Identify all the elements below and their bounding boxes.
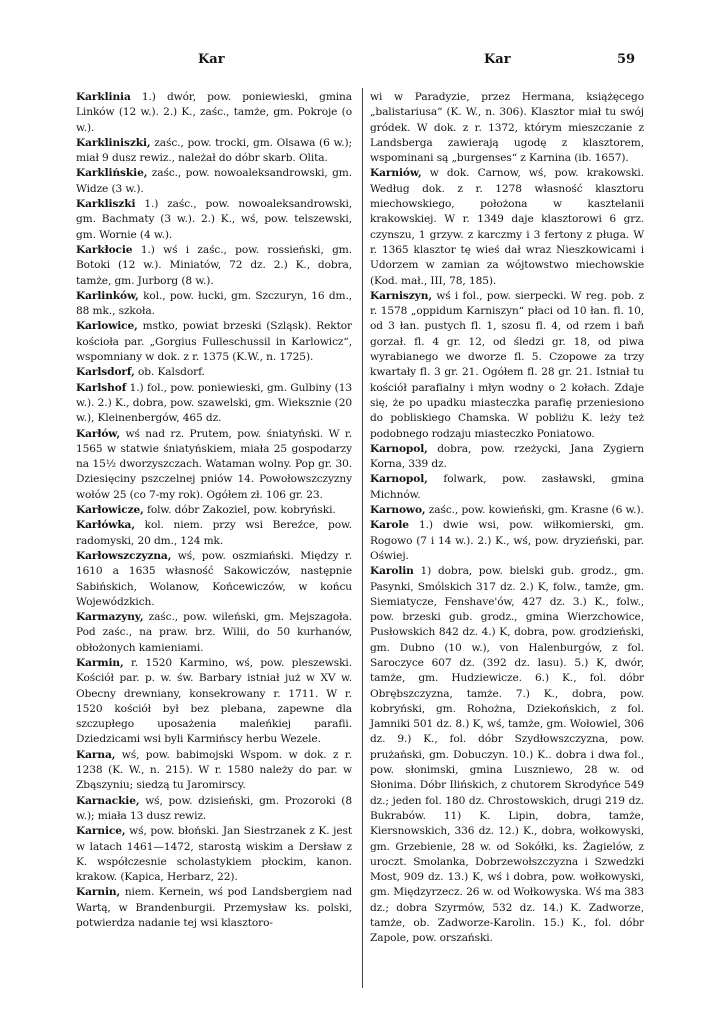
entry-headword: Karmin, [76, 656, 124, 669]
entry-headword: Karnin, [76, 886, 121, 899]
entry-text: kol. niem. przy wsi Bereźce, pow. radomyski, 20 dm., 124 mk. [76, 519, 352, 547]
entry-text: wś i fol., pow. sierpecki. W reg. pob. z r. 1578 „oppidum Karniszyn“ płaci od 10 łan. fl. 10, od 3 łan. pustych fl. 1, szosu fl. 4, od rzem i baň gorzał. fl. 4 gr. 12, od śledzi gr. 18, od piwa wyrabianego we dworze fl. 5. Czopowe za trzy kwartały fl. 3 gr. 21. Ogółem fl. 28 gr. 21. Istniał tu kościół parafialny i młyn wodny o 2 kołach. Zdaje się, że po upadku miasteczka parafię przeniesiono do pobliskiego Chamska. W pobliżu K. leży też podobnego rodzaju miasteczko Poniatowo. [370, 289, 644, 440]
dictionary-entry [76, 197, 352, 243]
entry-text: 1.) wś i zaśc., pow. rossieński, gm. Botoki (12 w.). Miniatów, 72 dz. 2.) K., dobra, tamże, gm. Jurborg (8 w.). [76, 243, 352, 287]
left-column [76, 90, 352, 931]
entry-headword: Karklińskie, [76, 167, 148, 180]
dictionary-entry [370, 564, 644, 946]
dictionary-entry [76, 503, 352, 518]
dictionary-entry [370, 472, 644, 503]
entry-headword: Karkliszki [76, 198, 136, 211]
entry-headword: Karłówka, [76, 519, 135, 532]
right-column [370, 90, 644, 947]
entry-headword: Karkłocie [76, 243, 133, 256]
entry-text: mstko, powiat brzeski (Szląsk). Rektor kościoła par. „Gorgius Fulleschussil in Karlowicz“, wspomniany w dok. z r. 1375 (K.W., n. 1725). [76, 320, 352, 364]
dictionary-entry [76, 824, 352, 885]
entry-text: wś, pow. oszmiański. Między r. 1610 a 1635 własność Sakowiczów, następnie Sabińskich, Wolanow, Końcewiczów, w końcu Wojewódzkich. [76, 549, 352, 608]
entry-text: wś nad rz. Prutem, pow. śniatyński. W r. 1565 w statwie śniatyńskiem, miała 25 gospodarzy na 15½ dworzyszczach. Wataman wolny. Pop gr. 30. Dziesięciny pszczelnej pniów 14. Powołowszczyzny wołów 25 (co 7-my rok). Ogółem zł. 106 gr. 23. [76, 427, 352, 501]
entry-text: 1.) zaśc., pow. nowoaleksandrowski, gm. Bachmaty (3 w.). 2.) K., wś, pow. telszewski, gm. Wornie (4 w.). [76, 198, 352, 241]
entry-headword: Karlsdorf, [76, 366, 135, 379]
dictionary-entry [76, 243, 352, 289]
entry-text: wś, pow. babimojski Wspom. w dok. z r. 1238 (K. W., n. 215). W r. 1580 należy do par. w Zbąszyniu; siedzą tu Jaromirscy. [76, 748, 352, 792]
column-divider [362, 88, 363, 988]
entry-text: folwark, pow. zasławski, gmina Michnów. [370, 473, 644, 501]
entry-headword: Karnopol, [370, 473, 428, 486]
entry-headword: Karniszyn, [370, 289, 432, 302]
entry-headword: Karnackie, [76, 794, 140, 807]
entry-headword: Karlinków, [76, 289, 139, 302]
dictionary-entry [370, 518, 644, 564]
entry-text: kol., pow. łucki, gm. Szczuryn, 16 dm., 88 mk., szkoła. [76, 289, 352, 318]
entry-headword: Karna, [76, 748, 116, 761]
entry-text: 1.) dwór, pow. poniewieski, gmina Linków (12 w.). 2.) K., zaśc., tamże, gm. Pokroje (o w.). [76, 91, 352, 134]
entry-text: niem. Kernein, wś pod Landsbergiem nad Wartą, w Brandenburgii. Przemysław ks. polski, potwierdza nadanie tej wsi klasztoro- [76, 886, 352, 930]
dictionary-entry [370, 166, 644, 288]
dictionary-entry [76, 610, 352, 656]
entry-text: zaśc., pow. wileński, gm. Mejszagoła. Pod zaśc., na praw. brz. Wilii, do 50 kurhanów, obłożonych kamieniami. [76, 611, 352, 654]
entry-headword: Karnice, [76, 825, 126, 838]
entry-headword: Karolin [370, 565, 414, 578]
dictionary-entry [76, 136, 352, 167]
running-head-left: Kar [198, 52, 225, 67]
dictionary-entry [76, 518, 352, 549]
dictionary-entry [370, 442, 644, 473]
dictionary-entry [76, 90, 352, 136]
dictionary-entry [76, 748, 352, 794]
running-head-center: Kar [484, 52, 511, 67]
entry-headword: Karlowice, [76, 320, 138, 333]
entry-headword: Karole [370, 519, 409, 532]
entry-headword: Karłów, [76, 427, 121, 440]
entry-text: 1.) dwie wsi, pow. wiłkomierski, gm. Rogowo (7 i 14 w.). 2.) K., wś, pow. dryzieński, par. Oświej. [370, 519, 644, 562]
entry-text: wś, pow. błoński. Jan Siestrzanek z K. jest w latach 1461—1472, starostą wiskim a Dersław z K. współczesnie scholastykiem płockim, kanon. krakow. (Kapica, Herbarz, 22). [76, 825, 352, 884]
entry-text: wś, pow. dzisieński, gm. Prozoroki (8 w.); miała 13 dusz rewiz. [76, 794, 352, 822]
dictionary-entry [76, 381, 352, 427]
entry-text: ob. Kalsdorf. [138, 366, 205, 379]
entry-headword: Karłowicze, [76, 504, 144, 517]
dictionary-entry [76, 794, 352, 825]
dictionary-entry [76, 656, 352, 748]
entry-text: 1) dobra, pow. bielski gub. grodz., gm. Pasynki, Smólskich 317 dz. 2.) K, folw., tamże, gm. Siemiatycze, Fenshave'ów, 427 dz. 3.) K., folw., pow. brzeski gub. grodz., gmina Wierzchowice, Pusłowskich 842 dz. 4.) K, dobra, pow. grodzieński, gm. Dubno (10 w.), von Halenburgów, z fol. Saroczyce 607 dz. (392 dz. lasu). 5.) K, dwór, tamże, gm. Hudziewicze. 6.) K., fol. dóbr Obrębszczyzna, tamże. 7.) K., dobra, pow. kobryński, gm. Rohożna, Dziekońskich, z fol. Jamniki 501 dz. 8.) K, wś, tamże, gm. Wołowiel, 306 dz. 9.) K., fol. dóbr Szydłowszczyzna, pow. prużański, gm. Dobuczyn. 10.) K.. dobra i dwa fol., pow. słonimski, gmina Luszniewo, 28 w. od Słonima. Dóbr Ilińskich, z chutorem Skrodyńce 549 dz.; jeden fol. 180 dz. Chrostowskich, drugi 219 dz. Bukrabów. 11) K. Lipin, dobra, tamże, Kiersnowskich, 336 dz. 12.) K., dobra, wołkowyski, gm. Grzebienie, 28 w. od Sokółki, ks. Żagielów, z uroczt. Smolanka, Dobrzewołszczyzna i Szwedzki Most, 909 dz. 13.) K, wś i dobra, pow. wołkowyski, gm. Międzyrzecz. 26 w. od Wołkowyska. Wś ma 383 dz.; dobra Szyrmów, 532 dz. 14.) K. Zadworze, tamże, ob. Zadworze-Karolin. 15.) K., fol. dóbr Zapole, pow. orszański. [370, 565, 644, 945]
entry-text: zaśc., pow. trocki, gm. Olsawa (6 w.); miał 9 dusz rewiz., należał do dóbr skarb. Olita. [76, 136, 352, 165]
dictionary-entry [76, 319, 352, 365]
entry-headword: Karłowszczyzna, [76, 549, 172, 562]
entry-text: zaśc., pow. kowieński, gm. Krasne (6 w.). [428, 504, 644, 517]
dictionary-entry [370, 289, 644, 442]
entry-text: r. 1520 Karmino, wś, pow. pleszewski. Kościół par. p. w. św. Barbary istniał już w XV w. Obecny drewniany, konsekrowany r. 1711. W r. 1520 kościół był bez plebana, zapewne dla szczupłego uposażenia maleńkiej parafii. Dziedzicami wsi byli Karmińscy herbu Wezele. [76, 656, 352, 746]
dictionary-entry [370, 90, 644, 166]
entry-headword: Karmazyny, [76, 611, 144, 624]
entry-headword: Karklinia [76, 91, 131, 103]
dictionary-entry [76, 289, 352, 320]
dictionary-entry [76, 365, 352, 380]
entry-headword: Karkliniszki, [76, 136, 151, 149]
entry-headword: Karlshof [76, 381, 127, 394]
dictionary-entry [370, 503, 644, 518]
entry-text: 1.) fol., pow. poniewieski, gm. Gulbiny (13 w.). 2.) K., dobra, pow. szawelski, gm. Wieksznie (20 w.), Kleinenbergów, 465 dz. [76, 381, 352, 425]
entry-text: wi w Paradyzie, przez Hermana, książęcego „balistariusa“ (K. W., n. 306). Klasztor miał tu swój gródek. W dok. z r. 1372, którym mieszczanie z Landsberga zawierają ugodę z klasztorem, wspominani są „burgenses“ z Karnina (ib. 1657). [370, 91, 644, 165]
page-number: 59 [617, 52, 636, 67]
entry-text: zaśc., pow. nowoaleksandrowski, gm. Widze (3 w.). [76, 167, 352, 195]
dictionary-entry [76, 166, 352, 197]
dictionary-entry [76, 885, 352, 931]
entry-text: w dok. Carnow, wś, pow. krakowski. Według dok. z r. 1278 własność klasztoru miechowskiego, położona w kasztelanii krakowskiej. W r. 1349 daje klasztorowi 6 grz. czynszu, 1 grzyw. z karczmy i 3 fertony z pługa. W r. 1365 klasztor tę wieś dał wraz Nieszkowicami i Udorzem w zamian za wójtowstwo miechowskie (Kod. mał., III, 78, 185). [370, 167, 644, 287]
dictionary-entry [76, 549, 352, 610]
entry-headword: Karniów, [370, 167, 422, 180]
entry-headword: Karnopol, [370, 442, 428, 455]
entry-headword: Karnowo, [370, 504, 426, 517]
dictionary-entry [76, 427, 352, 503]
entry-text: dobra, pow. rzeżycki, Jana Zygiern Korna, 339 dz. [370, 442, 644, 471]
entry-text: folw. dóbr Zakoziel, pow. kobryński. [147, 504, 336, 517]
